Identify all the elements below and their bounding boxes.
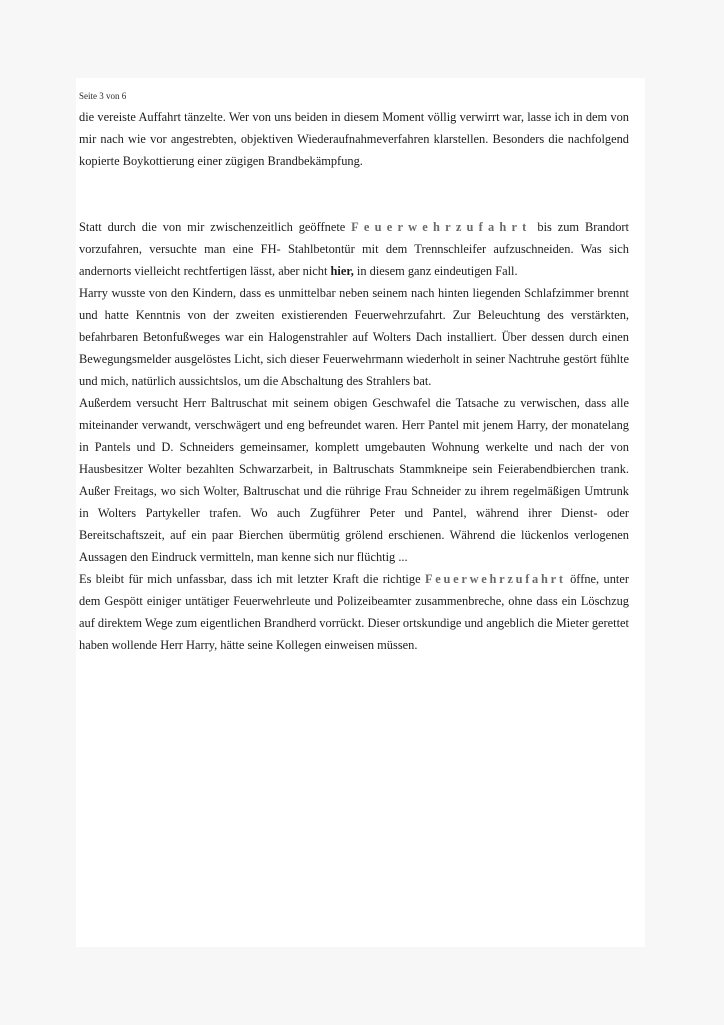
document-page	[76, 78, 645, 947]
document-body	[79, 106, 629, 656]
paragraph-2-text-start: Statt durch die von mir zwischenzeitlich geöffnete	[79, 220, 352, 234]
paragraph-5	[79, 568, 629, 656]
paragraph-2	[79, 216, 629, 282]
paragraph-4: Außerdem versucht Herr Baltruschat mit seinem obigen Geschwafel die Tatsache zu verwischen, dass alle miteinander verwandt, verschwägert und eng befreundet waren. Herr Pantel mit jenem Harry, der monatelang in Pantels und D. Schneiders gemeinsamer, komplett umgebauten Wohnung werkelte und nach der von Hausbesitzer Wolter bezahlten Schwarzarbeit, in Baltruschats Stammkneipe sein Feierabendbierchen trank. Außer Freitags, wo sich Wolter, Baltruschat und die rührige Frau Schneider zu ihrem regelmäßigen Umtrunk in Wolters Partykeller trafen. Wo auch Zugführer Peter und Pantel, während ihrer Dienst- oder Bereitschaftszeit, auf ein paar Bierchen übermütig grölend erschienen. Während die lückenlos verlogenen Aussagen den Eindruck vermitteln, man kenne sich nur flüchtig ...	[79, 396, 629, 564]
paragraph-5-text-end: öffne, unter dem Gespött einiger untätiger Feuerwehrleute und Polizeibeamter zusammenbreche, ohne dass ein Löschzug auf direktem Wege zum eigentlichen Brandherd vorrückt. Dieser ortskundige und angeblich die Mieter gerettet haben wollende Herr Harry, hätte seine Kollegen einweisen müssen.	[79, 572, 629, 652]
highlighted-term-feuerwehrzufahrt-2: Feuerwehrzufahrt	[425, 572, 566, 586]
paragraph-2-text-middle: bis zum Brandort vorzufahren, versuchte man eine FH- Stahlbetontür mit dem Trennschleifer aufzuschneiden. Was sich andernorts vielleicht rechtfertigen lässt, aber nicht	[79, 220, 629, 278]
paragraph-spacer	[79, 172, 629, 216]
paragraph-3: Harry wusste von den Kindern, dass es unmittelbar neben seinem nach hinten liegenden Schlafzimmer brennt und hatte Kenntnis von der zweiten existierenden Feuerwehrzufahrt. Zur Beleuchtung des verstärkten, befahrbaren Betonfußweges war ein Halogenstrahler auf Wolters Dach installiert. Über dessen durch einen Bewegungsmelder ausgelöstes Licht, sich dieser Feuerwehrmann wiederholt in seiner Nachtruhe gestört fühlte und mich, natürlich aussichtslos, um die Abschaltung des Strahlers bat.	[79, 286, 629, 388]
highlighted-term-feuerwehrzufahrt: Feuerwehrzufahrt	[351, 220, 532, 234]
paragraph-1: die vereiste Auffahrt tänzelte. Wer von uns beiden in diesem Moment völlig verwirrt war, lasse ich in dem von mir nach wie vor angestrebten, objektiven Wiederaufnahmeverfahren klarstellen. Besonders die nachfolgend kopierte Boykottierung einer zügigen Brandbekämpfung.	[79, 110, 629, 168]
page-number: Seite 3 von 6	[79, 91, 127, 101]
paragraph-2-text-end: in diesem ganz eindeutigen Fall.	[353, 264, 518, 278]
paragraph-5-text-start: Es bleibt für mich unfassbar, dass ich mit letzter Kraft die richtige	[79, 572, 425, 586]
emphasis-hier: hier,	[330, 264, 354, 278]
